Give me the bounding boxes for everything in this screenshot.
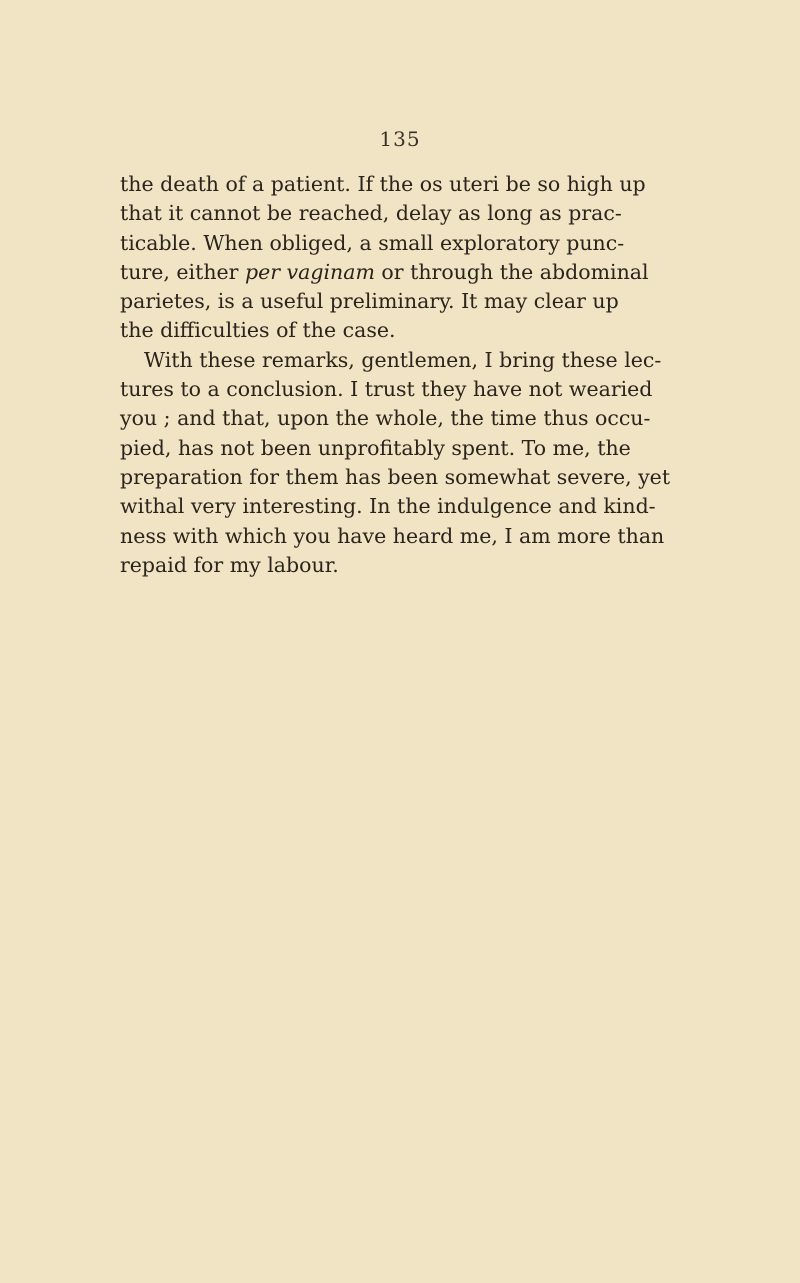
text-line: ness with which you have heard me, I am more than bbox=[120, 523, 665, 548]
text-line: pied, has not been unprofitably spent. To me, the bbox=[120, 435, 631, 460]
text-line: tures to a conclusion. I trust they have not wearied bbox=[120, 377, 653, 402]
text-segment: ture, either bbox=[120, 259, 245, 284]
body-text bbox=[120, 170, 671, 580]
text-line: repaid for my labour. bbox=[120, 552, 339, 577]
text-line: that it cannot be reached, delay as long as prac- bbox=[120, 201, 622, 226]
text-line: you ; and that, upon the whole, the time thus occu- bbox=[120, 406, 651, 431]
text-segment: or through the abdominal bbox=[374, 259, 649, 284]
text-line: the difficulties of the case. bbox=[120, 318, 396, 343]
text-line: parietes, is a useful preliminary. It may clear up bbox=[120, 289, 619, 314]
text-line: withal very interesting. In the indulgence and kind- bbox=[120, 494, 656, 519]
text-line: preparation for them has been somewhat severe, yet bbox=[120, 464, 671, 489]
latin-phrase: per vaginam bbox=[244, 259, 375, 284]
text-line: ticable. When obliged, a small exploratory punc- bbox=[120, 230, 625, 255]
text-line: With these remarks, gentlemen, I bring these lec- bbox=[144, 347, 662, 372]
page-number: 135 bbox=[379, 127, 421, 151]
text-line: the death of a patient. If the os uteri be so high up bbox=[120, 172, 646, 196]
text-line bbox=[120, 258, 649, 287]
